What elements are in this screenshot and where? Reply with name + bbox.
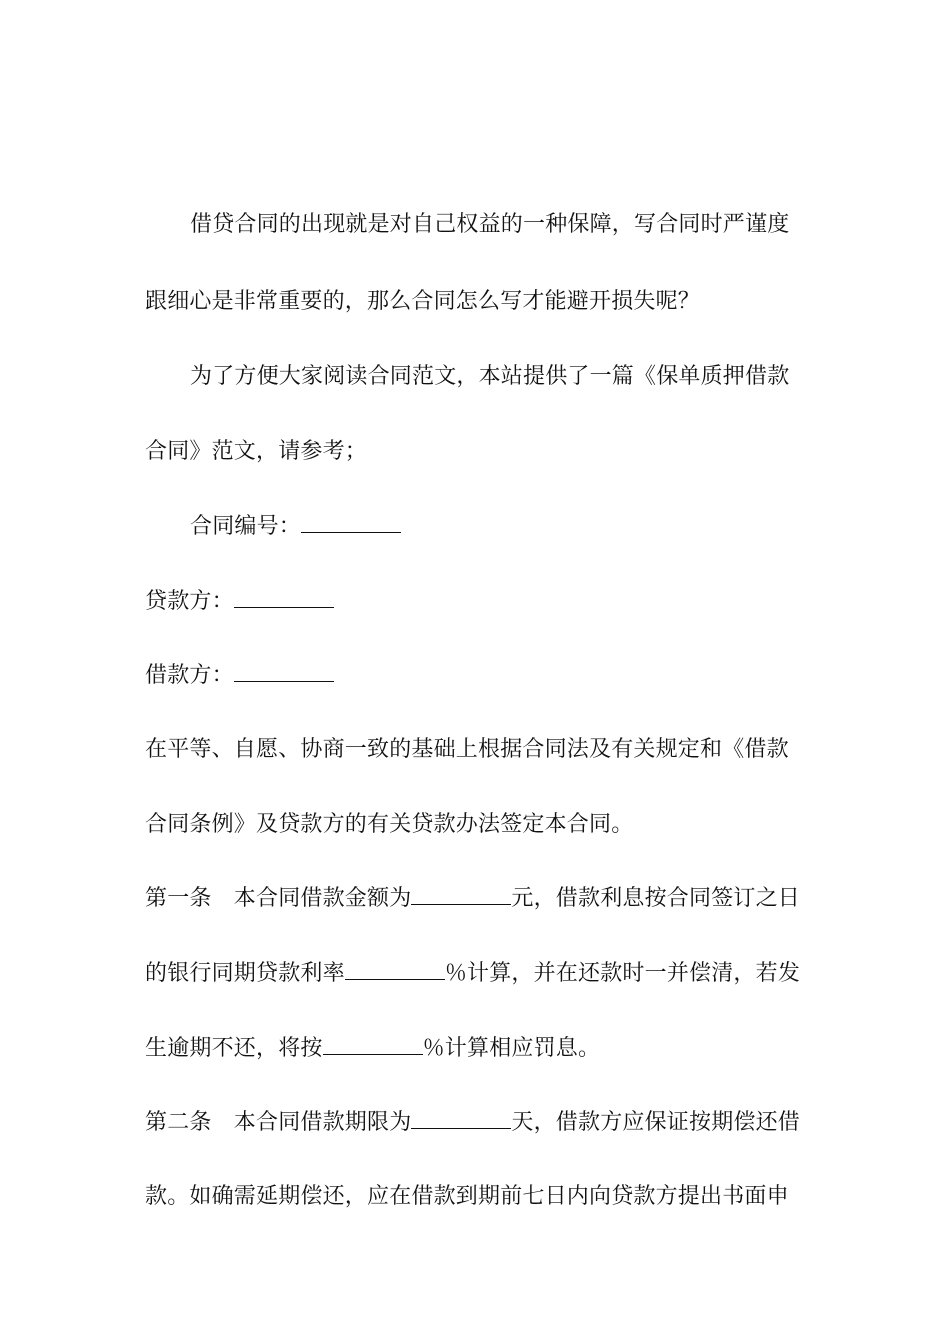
- contract-number-blank: [301, 512, 401, 533]
- lender-blank: [234, 587, 334, 608]
- borrower-row: [145, 661, 815, 691]
- intro-paragraph-2-line-1: 为了方便大家阅读合同范文，本站提供了一篇《保单质押借款: [190, 364, 790, 389]
- intro-paragraph-1-line-2: 跟细心是非常重要的，那么合同怎么写才能避开损失呢？: [145, 289, 701, 314]
- borrower-blank: [234, 661, 334, 682]
- article-1-line-2: [145, 959, 815, 989]
- article-2-line-1: [145, 1108, 815, 1138]
- article-2-line-1-start: 第二条 本合同借款期限为: [145, 1110, 412, 1135]
- article-1-line-3-end: ％计算相应罚息。: [422, 1036, 601, 1061]
- article-1-line-1: [145, 884, 815, 914]
- article-1-line-3: [145, 1034, 815, 1064]
- penalty-rate-blank: [323, 1034, 423, 1055]
- article-1-line-1-start: 第一条 本合同借款金额为: [145, 886, 412, 911]
- loan-amount-blank: [411, 884, 511, 905]
- interest-rate-blank: [345, 959, 445, 980]
- borrower-label: 借款方：: [145, 663, 234, 688]
- contract-number-label: 合同编号：: [190, 514, 302, 539]
- article-1-line-1-end: 元，借款利息按合同签订之日: [511, 886, 801, 911]
- article-1-line-2-end: ％计算，并在还款时一并偿清，若发: [444, 961, 801, 986]
- article-2-line-2: 款。如确需延期偿还，应在借款到期前七日内向贷款方提出书面申: [145, 1184, 789, 1209]
- article-1-line-2-start: 的银行同期贷款利率: [145, 961, 345, 986]
- preamble-line-1: 在平等、自愿、协商一致的基础上根据合同法及有关规定和《借款: [145, 737, 789, 762]
- loan-term-blank: [411, 1108, 511, 1129]
- intro-paragraph-2-line-2: 合同》范文，请参考；: [145, 439, 368, 464]
- lender-row: [145, 587, 815, 617]
- intro-paragraph-1-line-1: 借贷合同的出现就是对自己权益的一种保障，写合同时严谨度: [190, 212, 790, 237]
- lender-label: 贷款方：: [145, 589, 234, 614]
- contract-number-row: [190, 512, 860, 542]
- article-2-line-1-end: 天，借款方应保证按期偿还借: [511, 1110, 801, 1135]
- preamble-line-2: 合同条例》及贷款方的有关贷款办法签定本合同。: [145, 812, 634, 837]
- article-1-line-3-start: 生逾期不还，将按: [145, 1036, 323, 1061]
